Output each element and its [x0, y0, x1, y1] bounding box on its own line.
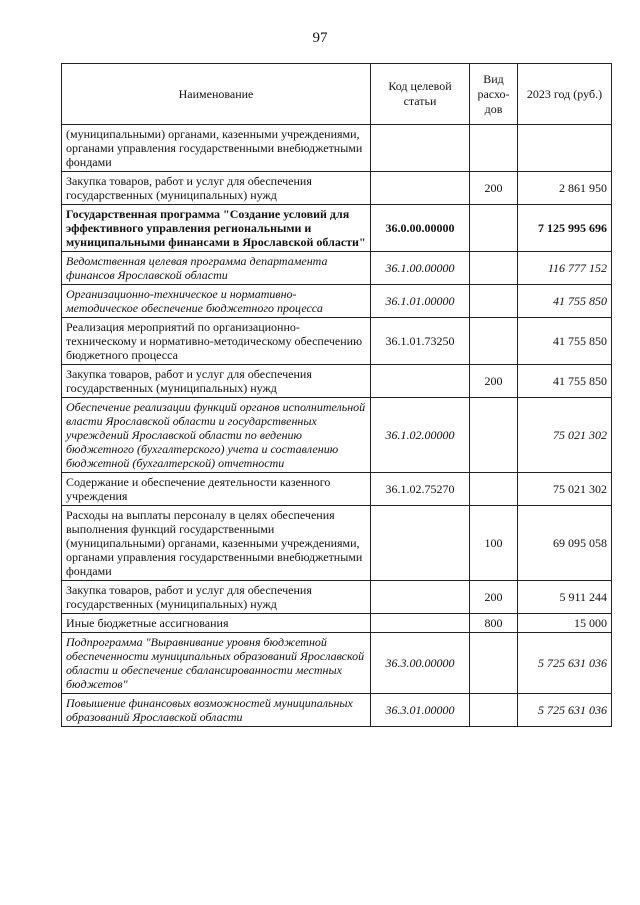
page-number: 97 [312, 30, 328, 46]
row-code: 36.3.00.00000 [371, 633, 470, 694]
table-header-row [62, 64, 612, 125]
table-row [62, 285, 612, 318]
row-type [470, 318, 518, 365]
table-row [62, 252, 612, 285]
table-row [62, 506, 612, 581]
table-row [62, 694, 612, 727]
row-name: Обеспечение реализации функций органов исполнительной власти Ярославской области и государственных учреждений Ярославской области по ведению бюджетного (бухгалтерского) учета и составлению бюджетной (бухгалтерской) отчетности [62, 398, 371, 473]
row-amount: 41 755 850 [518, 365, 612, 398]
table-row [62, 633, 612, 694]
row-amount: 116 777 152 [518, 252, 612, 285]
row-type: 100 [470, 506, 518, 581]
row-type [470, 694, 518, 727]
table-row [62, 318, 612, 365]
row-amount: 41 755 850 [518, 285, 612, 318]
row-amount: 5 725 631 036 [518, 633, 612, 694]
table-row [62, 125, 612, 172]
row-type [470, 285, 518, 318]
header-amount: 2023 год (руб.) [518, 64, 612, 125]
row-type: 800 [470, 614, 518, 633]
row-name: Расходы на выплаты персоналу в целях обеспечения выполнения функций государственными (муниципальными) органами, казенными учреждениями, органами управления государственными внебюджетными фондами [62, 506, 371, 581]
row-code: 36.0.00.00000 [371, 205, 470, 252]
row-name: Ведомственная целевая программа департамента финансов Ярославской области [62, 252, 371, 285]
row-name: Подпрограмма "Выравнивание уровня бюджетной обеспеченности муниципальных образований Ярославской области и обеспечение сбалансированности местных бюджетов" [62, 633, 371, 694]
row-code [371, 172, 470, 205]
table-row [62, 581, 612, 614]
row-code [371, 125, 470, 172]
row-amount: 41 755 850 [518, 318, 612, 365]
header-code: Код целевой статьи [371, 64, 470, 125]
row-name: Закупка товаров, работ и услуг для обеспечения государственных (муниципальных) нужд [62, 581, 371, 614]
row-name: Реализация мероприятий по организационно-техническому и нормативно-методическому обеспечению бюджетного процесса [62, 318, 371, 365]
header-type: Вид расхо-дов [470, 64, 518, 125]
row-amount: 2 861 950 [518, 172, 612, 205]
row-type [470, 473, 518, 506]
row-code: 36.1.02.00000 [371, 398, 470, 473]
row-code [371, 614, 470, 633]
row-amount: 5 911 244 [518, 581, 612, 614]
row-type [470, 205, 518, 252]
table-row [62, 614, 612, 633]
row-type [470, 633, 518, 694]
row-code [371, 365, 470, 398]
row-code: 36.1.01.00000 [371, 285, 470, 318]
row-code: 36.1.00.00000 [371, 252, 470, 285]
row-name: Закупка товаров, работ и услуг для обеспечения государственных (муниципальных) нужд [62, 172, 371, 205]
table-row [62, 473, 612, 506]
budget-table [61, 63, 612, 727]
row-type [470, 252, 518, 285]
row-amount [518, 125, 612, 172]
row-type [470, 398, 518, 473]
row-name: Государственная программа "Создание условий для эффективного управления региональными и муниципальными финансами в Ярославской области" [62, 205, 371, 252]
row-code: 36.1.02.75270 [371, 473, 470, 506]
header-name: Наименование [62, 64, 371, 125]
row-name: Иные бюджетные ассигнования [62, 614, 371, 633]
row-type: 200 [470, 172, 518, 205]
table-row [62, 365, 612, 398]
row-name: Закупка товаров, работ и услуг для обеспечения государственных (муниципальных) нужд [62, 365, 371, 398]
row-code [371, 506, 470, 581]
row-amount: 5 725 631 036 [518, 694, 612, 727]
row-type: 200 [470, 581, 518, 614]
row-code: 36.1.01.73250 [371, 318, 470, 365]
row-amount: 15 000 [518, 614, 612, 633]
table-row [62, 205, 612, 252]
row-amount: 7 125 995 696 [518, 205, 612, 252]
table-row [62, 398, 612, 473]
row-code [371, 581, 470, 614]
row-code: 36.3.01.00000 [371, 694, 470, 727]
row-amount: 69 095 058 [518, 506, 612, 581]
row-amount: 75 021 302 [518, 473, 612, 506]
row-type: 200 [470, 365, 518, 398]
row-name: Повышение финансовых возможностей муниципальных образований Ярославской области [62, 694, 371, 727]
row-amount: 75 021 302 [518, 398, 612, 473]
row-name: Содержание и обеспечение деятельности казенного учреждения [62, 473, 371, 506]
row-name: (муниципальными) органами, казенными учреждениями, органами управления государственными внебюджетными фондами [62, 125, 371, 172]
row-name: Организационно-техническое и нормативно-методическое обеспечение бюджетного процесса [62, 285, 371, 318]
table-row [62, 172, 612, 205]
row-type [470, 125, 518, 172]
